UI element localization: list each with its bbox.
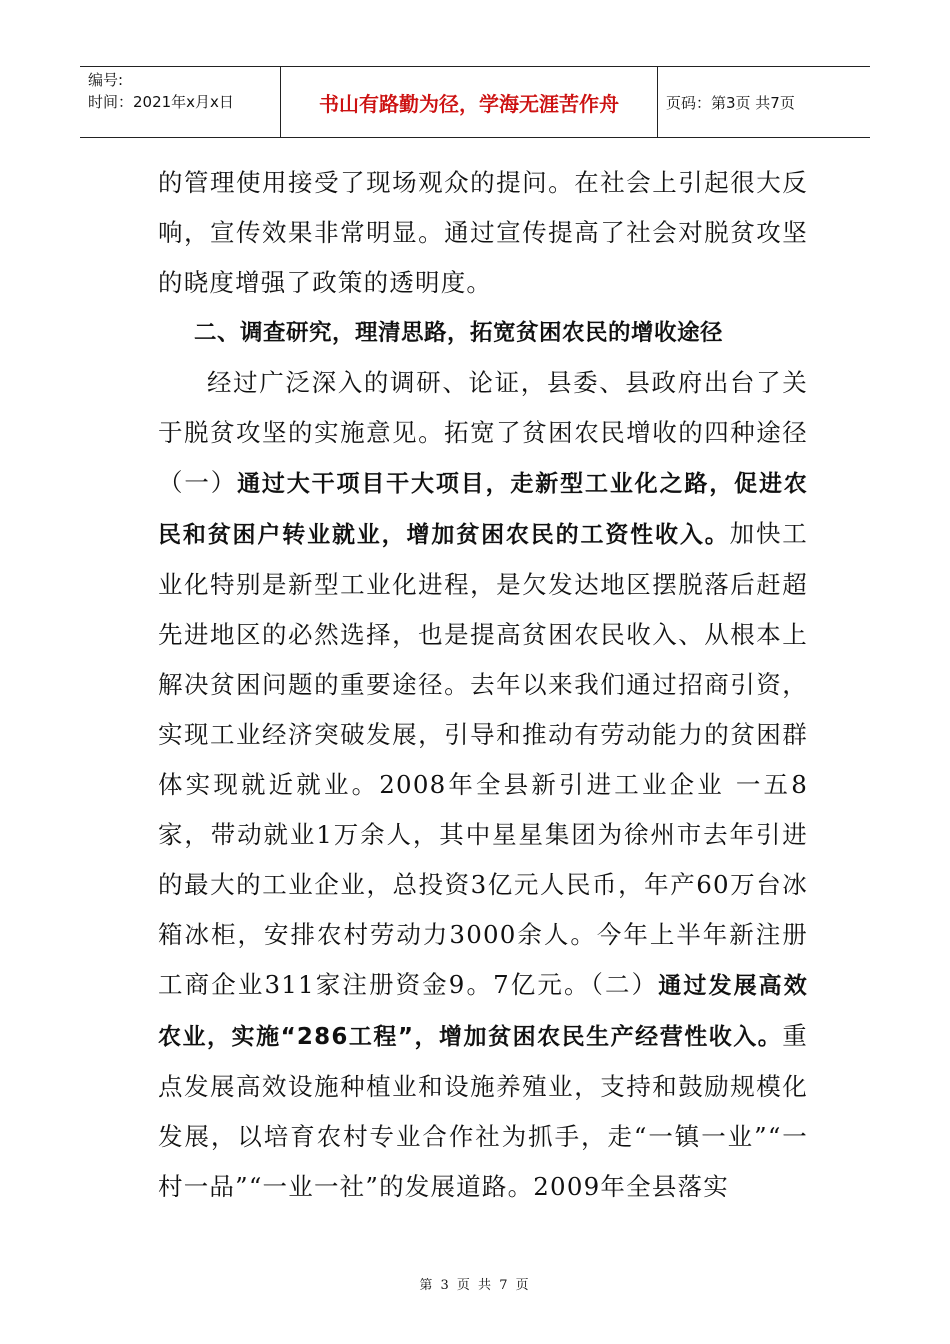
paragraph-2-bold-2: 通过发展高效农业，实施“286工程”，增加贫困农民生产经营性收入。	[158, 973, 808, 1050]
paragraph-2-text-2: 重点发展高效设施种植业和设施养殖业，支持和鼓励规模化发展，以培育农村专业合作社为抓手，走“一镇一业”“一村一品”“一业一社”的发展道路。2009年全县落实	[158, 1021, 808, 1201]
paragraph-1: 的管理使用接受了现场观众的提问。在社会上引起很大反响，宣传效果非常明显。通过宣传提高了社会对脱贫攻坚的晓度增强了政策的透明度。	[158, 168, 808, 297]
document-number-label: 编号:	[88, 71, 124, 89]
paragraph-2-intro: 经过广泛深入的调研、论证，县委、县政府出台了关于脱贫攻坚的实施意见。拓宽了贫困农民增收的四种途径（一）	[158, 368, 808, 497]
paragraph-2-text-1: 加快工业化特别是新型工业化进程，是欠发达地区摆脱落后赶超先进地区的必然选择，也是提高贫困农民收入、从根本上解决贫困问题的重要途径。去年以来我们通过招商引资，实现工业经济突破发展，引导和推动有劳动能力的贫困群体实现就近就业。2008年全县新引进工业企业 一五8家，带动就业1万余人，其中星星集团为徐州市去年引进的最大的工业企业，总投资3亿元人民币，年产60万台冰箱冰柜，安排农村劳动力3000余人。今年上半年新注册工商企业311家注册资金9。7亿元。（二）	[158, 519, 808, 999]
header-page-info: 页码：第3页 共7页	[666, 93, 795, 112]
header-meta	[80, 67, 280, 137]
page-header	[80, 66, 870, 138]
document-time-label: 时间：2021年x月x日	[88, 93, 234, 111]
paragraph-2-bold-1: 通过大干项目干大项目，走新型工业化之路，促进农民和贫困户转业就业，增加贫困农民的工资性收入。	[158, 471, 808, 548]
paragraph-2	[158, 358, 808, 1212]
section-heading-2: 二、调查研究，理清思路，拓宽贫困农民的增收途径	[194, 320, 724, 346]
document-body	[158, 158, 808, 1212]
header-motto: 书山有路勤为径，学海无涯苦作舟	[280, 67, 658, 137]
page-footer: 第 3 页 共 7 页	[419, 1278, 531, 1293]
